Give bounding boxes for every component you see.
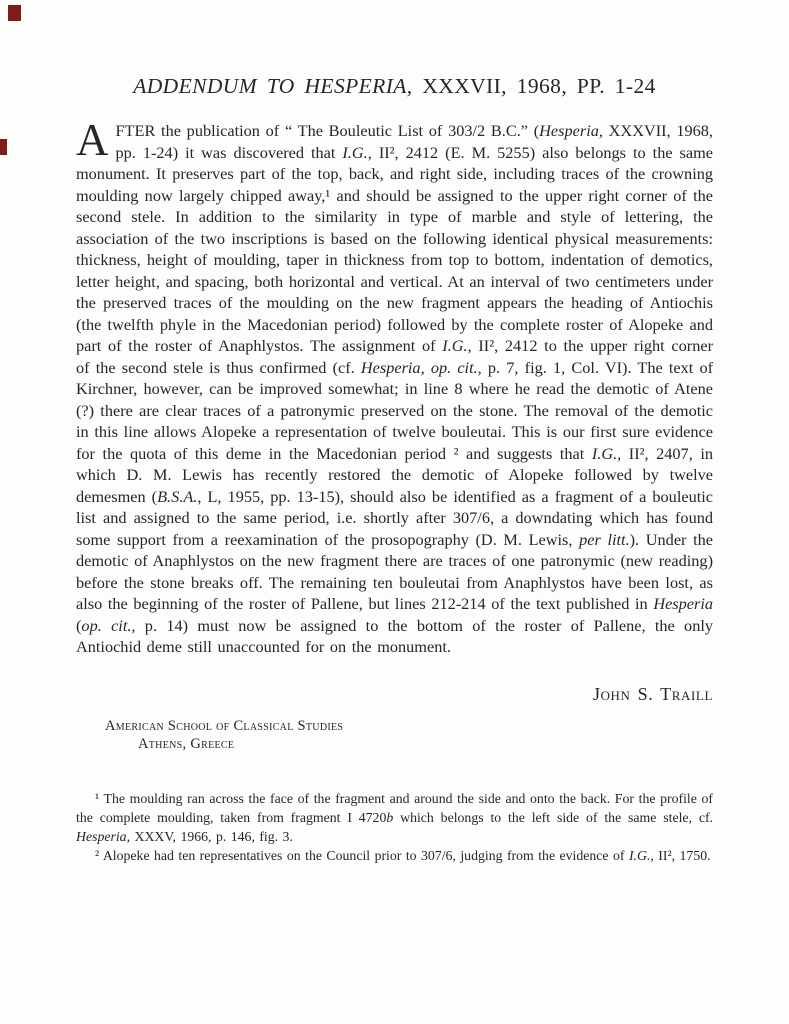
text-segment: B.S.A. xyxy=(157,486,198,506)
text-segment: b xyxy=(386,809,394,825)
text-segment: , II², 2412 (E. M. 5255) also belongs to the same monument. It preserves part of the top, back, and right side, including traces of the crowning moulding now largely chipped away,¹ and should be assigned to the upper right corner of the second stele. In addition to the similarity in type of marble and style of lettering, the association of the two inscriptions is based on the following identical physical measurements: thickness, height of moulding, taper in thickness from top to bottom, indentation of demotics, letter height, and spacing, both horizontal and vertical. At an interval of two centimeters under the preserved traces of the moulding on the new fragment appears the heading of Antiochis (the twelfth phyle in the Macedonian period) followed by the complete roster of Alopeke and part of the roster of Anaphlystos. The assignment of xyxy=(76,142,714,355)
text-segment: ). Under the demotic of Anaphlystos on the new fragment there are traces of one patronymic (new reading) before the stone breaks off. The remaining ten bouleutai from Anaphlystos have been lost, as also the beginning of the roster of Pallene, but lines 212-214 of the text published in xyxy=(76,529,714,613)
title-segment: XXXVII, 1968, PP. 1-24 xyxy=(412,74,656,98)
text-segment: XXXVII, 1968, pp. 1-24) it was discovered that xyxy=(115,121,713,162)
footnote-1 xyxy=(76,789,713,846)
red-stamp-top-left xyxy=(8,5,21,21)
text-segment: Hesperia xyxy=(653,594,713,613)
page-content xyxy=(0,74,789,865)
text-segment: Hesperia, xyxy=(539,121,603,140)
text-segment: Hesperia, op. cit., xyxy=(360,357,482,377)
red-stamp-left-edge xyxy=(0,139,7,155)
text-segment: I.G. xyxy=(442,336,468,355)
text-segment: , II², 2407, in which D. M. Lewis has recently restored the demotic of Alopeke followed by twelve demesmen ( xyxy=(76,443,713,506)
text-segment: p. 7, fig. 1, Col. VI). The text of Kirchner, however, can be improved somewhat; in line 8 where he read the demotic of Atene (?) there are clear traces of a patronymic preserved on the stone. The removal of the demotic in this line allows Alopeke a representation of twelve bouleutai. This is our first sure evidence for the quota of this deme in the Macedonian period ² and suggests that xyxy=(76,357,714,463)
text-segment: which belongs to the left side of the same stele, cf. xyxy=(393,809,713,825)
footnote-2 xyxy=(76,846,713,865)
text-segment: ( xyxy=(76,615,82,635)
article-body xyxy=(76,115,714,658)
text-segment: I.G. xyxy=(342,142,368,162)
text-segment: Hesperia, xyxy=(76,828,131,844)
text-segment: , L, 1955, pp. 13-15), should also be identified as a fragment of a bouleutic list and assigned to the same period, i.e. shortly after 307/6, a downdating which has found some support from a reexamination of the prosopography (D. M. Lewis, xyxy=(76,486,713,549)
text-segment: XXXV, 1966, p. 146, fig. 3. xyxy=(130,828,293,844)
text-segment: op. cit., xyxy=(81,615,136,635)
affiliation-block xyxy=(76,717,713,753)
text-segment: FTER the publication of “ The Bouleutic List of 303/2 B.C.” ( xyxy=(115,121,540,140)
text-segment: per litt. xyxy=(579,529,630,549)
affiliation-line-2: Athens, Greece xyxy=(138,735,235,752)
title-segment-italic: ADDENDUM TO HESPERIA, xyxy=(133,74,413,98)
author-signature: John S. Traill xyxy=(592,683,713,704)
text-segment: II², 1750. xyxy=(653,847,711,863)
text-segment: I.G. xyxy=(591,443,618,463)
text-segment: ¹ The moulding ran across the face of the fragment and around the side and onto the back. For the profile of the complete moulding, taken from fragment I 4720 xyxy=(76,790,713,825)
article-title xyxy=(76,74,713,99)
footnotes-block xyxy=(76,789,713,865)
text-segment: , II², 2412 to the upper right corner of the second stele is thus confirmed (cf. xyxy=(76,336,713,377)
affiliation-line-1: American School of Classical Studies xyxy=(105,717,344,734)
drop-cap: A xyxy=(76,115,109,165)
text-segment: I.G., xyxy=(628,847,654,863)
text-segment: ² Alopeke had ten representatives on the Council prior to 307/6, judging from the evidence of xyxy=(95,847,629,863)
text-segment: p. 14) must now be assigned to the bottom of the roster of Pallene, the only Antiochid deme still unaccounted for on the monument. xyxy=(76,615,714,656)
